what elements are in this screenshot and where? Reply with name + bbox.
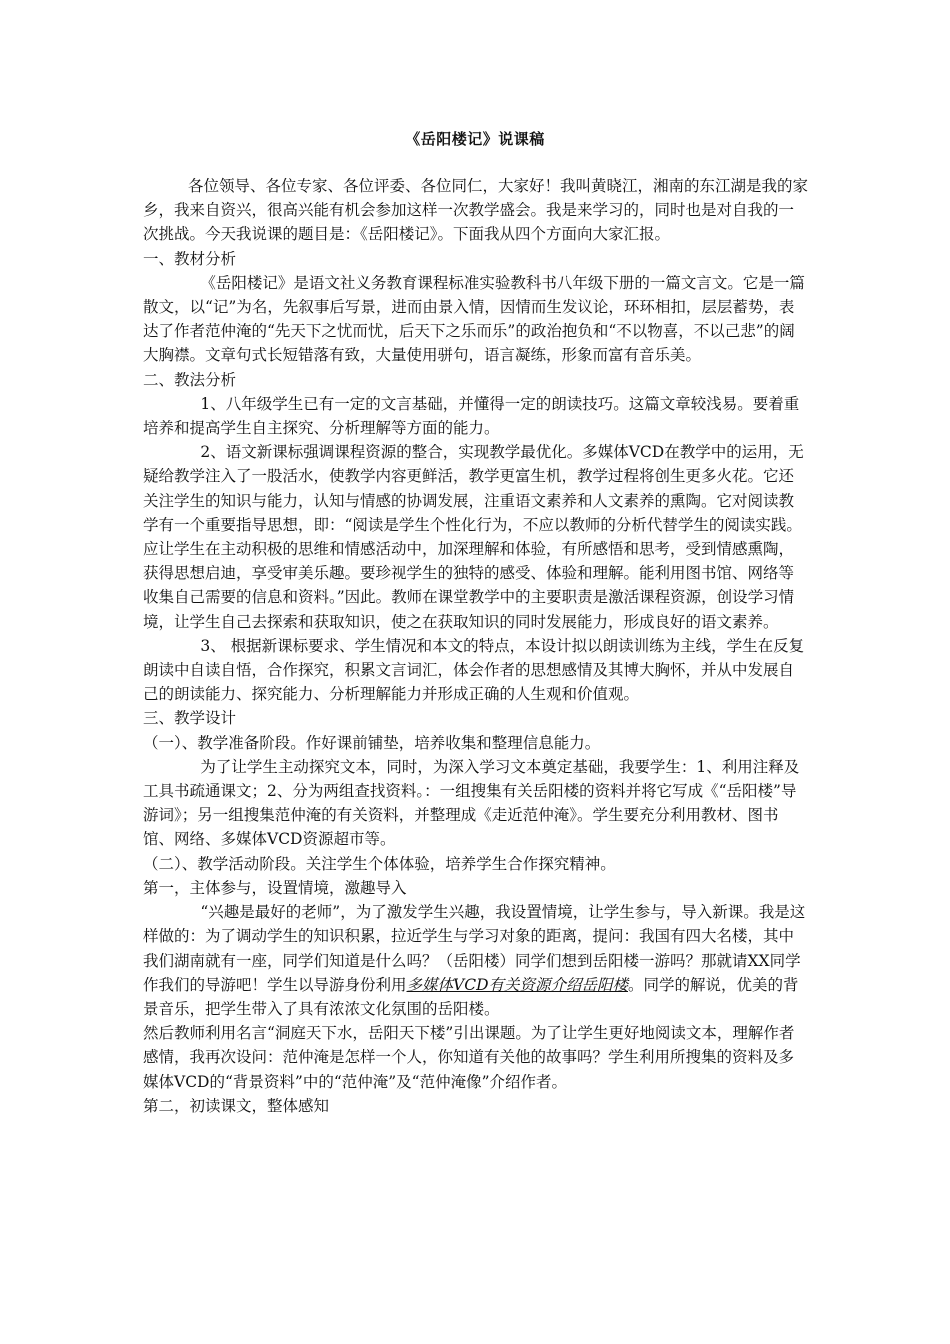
step-heading: 第一，主体参与，设置情境，激趣导入 [143,878,407,897]
paragraph: 3、 根据新课标要求、学生情况和本文的特点，本设计拟以朗读训练为主线，学生在反复朗读中自读自悟，合作探究，积累文言词汇，体会作者的思想感情及其博大胸怀，并从中发展自己的朗读能力、探究能力、分析理解能力并形成正确的人生观和价值观。 [143,636,805,704]
paragraph: 1、八年级学生已有一定的文言基础，并懂得一定的朗读技巧。这篇文章较浅易。要着重培养和提高学生自主探究、分析理解等方面的能力。 [143,394,800,438]
section-heading: 三、教学设计 [143,709,237,728]
section-heading: 一、教材分析 [143,249,237,268]
paragraph: 然后教师利用名言“洞庭天下水，岳阳天下楼”引出课题。为了让学生更好地阅读文本，理解作者感情，我再次设问：范仲淹是怎样一个人，你知道有关他的故事吗？学生利用所搜集的资料及多媒体VCD的“背景资料”中的“范仲淹”及“范仲淹像”介绍作者。 [143,1024,795,1091]
paragraph: 《岳阳楼记》是语文社义务教育课程标准实验教科书八年级下册的一篇文言文。它是一篇散文，以“记”为名，先叙事后写景，进而由景入情，因情而生发议论，环环相扣，层层蓄势，表达了作者范仲淹的“先天下之忧而忧，后天下之乐而乐”的政治抱负和“不以物喜，不以己悲”的阔大胸襟。文章句式长短错落有致，大量使用骈句，语言凝练，形象而富有音乐美。 [143,273,805,365]
paragraph-text: “兴趣是最好的老师”，为了激发学生兴趣，我设置情境，让学生参与，导入新课。我是这样做的：为了调动学生的知识积累，拉近学生与学习对象的距离，提问：我国有四大名楼，其中我们湖南就有一座，同学们知道是什么吗？（岳阳楼）同学们想到岳阳楼一游吗？那就请XX同学作我们的导游吧！学生以导游身份利用 [143,903,806,994]
subsection-heading: （一）、教学准备阶段。作好课前铺垫，培养收集和整理信息能力。 [143,733,601,752]
section-heading: 二、教法分析 [143,370,237,389]
subsection-heading: （二）、教学活动阶段。关注学生个体体验，培养学生合作探究精神。 [143,854,616,873]
paragraph-text: 。同学的解说，优美的背景音乐，把学生带入了具有浓浓文化氛围的岳阳楼。 [143,975,799,1018]
intro-paragraph: 各位领导、各位专家、各位评委、各位同仁，大家好！我叫黄晓江，湘南的东江湖是我的家乡，我来自资兴，很高兴能有机会参加这样一次教学盛会。我是来学习的，同时也是对自我的一次挑战。今天我说课的题目是：《岳阳楼记》。下面我从四个方面向大家汇报。 [143,177,808,244]
document-body [143,174,809,1118]
paragraph: 为了让学生主动探究文本，同时，为深入学习文本奠定基础，我要学生：1、利用注释及工具书疏通课文；2、分为两组查找资料。：一组搜集有关岳阳楼的资料并将它写成《“岳阳楼”导游词》；另一组搜集范仲淹的有关资料，并整理成《走近范仲淹》。学生要充分利用教材、图书馆、网络、多媒体VCD资源超市等。 [143,757,800,849]
document-title: 《岳阳楼记》说课稿 [405,130,545,148]
paragraph: 2、语文新课标强调课程资源的整合，实现教学最优化。多媒体VCD在教学中的运用，无疑给教学注入了一股活水，使教学内容更鲜活，教学更富生机，教学过程将创生更多火花。它还关注学生的知识与能力，认知与情感的协调发展，注重语文素养和人文素养的熏陶。它对阅读教学有一个重要指导思想，即：“阅读是学生个性化行为，不应以教师的分析代替学生的阅读实践。应让学生在主动积极的思维和情感活动中，加深理解和体验，有所感悟和思考，受到情感熏陶，获得思想启迪，享受审美乐趣。要珍视学生的独特的感受、体验和理解。能利用图书馆、网络等收集自己需要的信息和资料。”因此。教师在课堂教学中的主要职责是激活课程资源，创设学习情境，让学生自己去探索和获取知识，使之在获取知识的同时发展能力，形成良好的语文素养。 [143,443,804,631]
emphasized-text: 多媒体VCD有关资源介绍岳阳楼 [406,975,628,994]
paragraph [143,900,809,1021]
step-heading: 第二，初读课文，整体感知 [143,1096,330,1115]
